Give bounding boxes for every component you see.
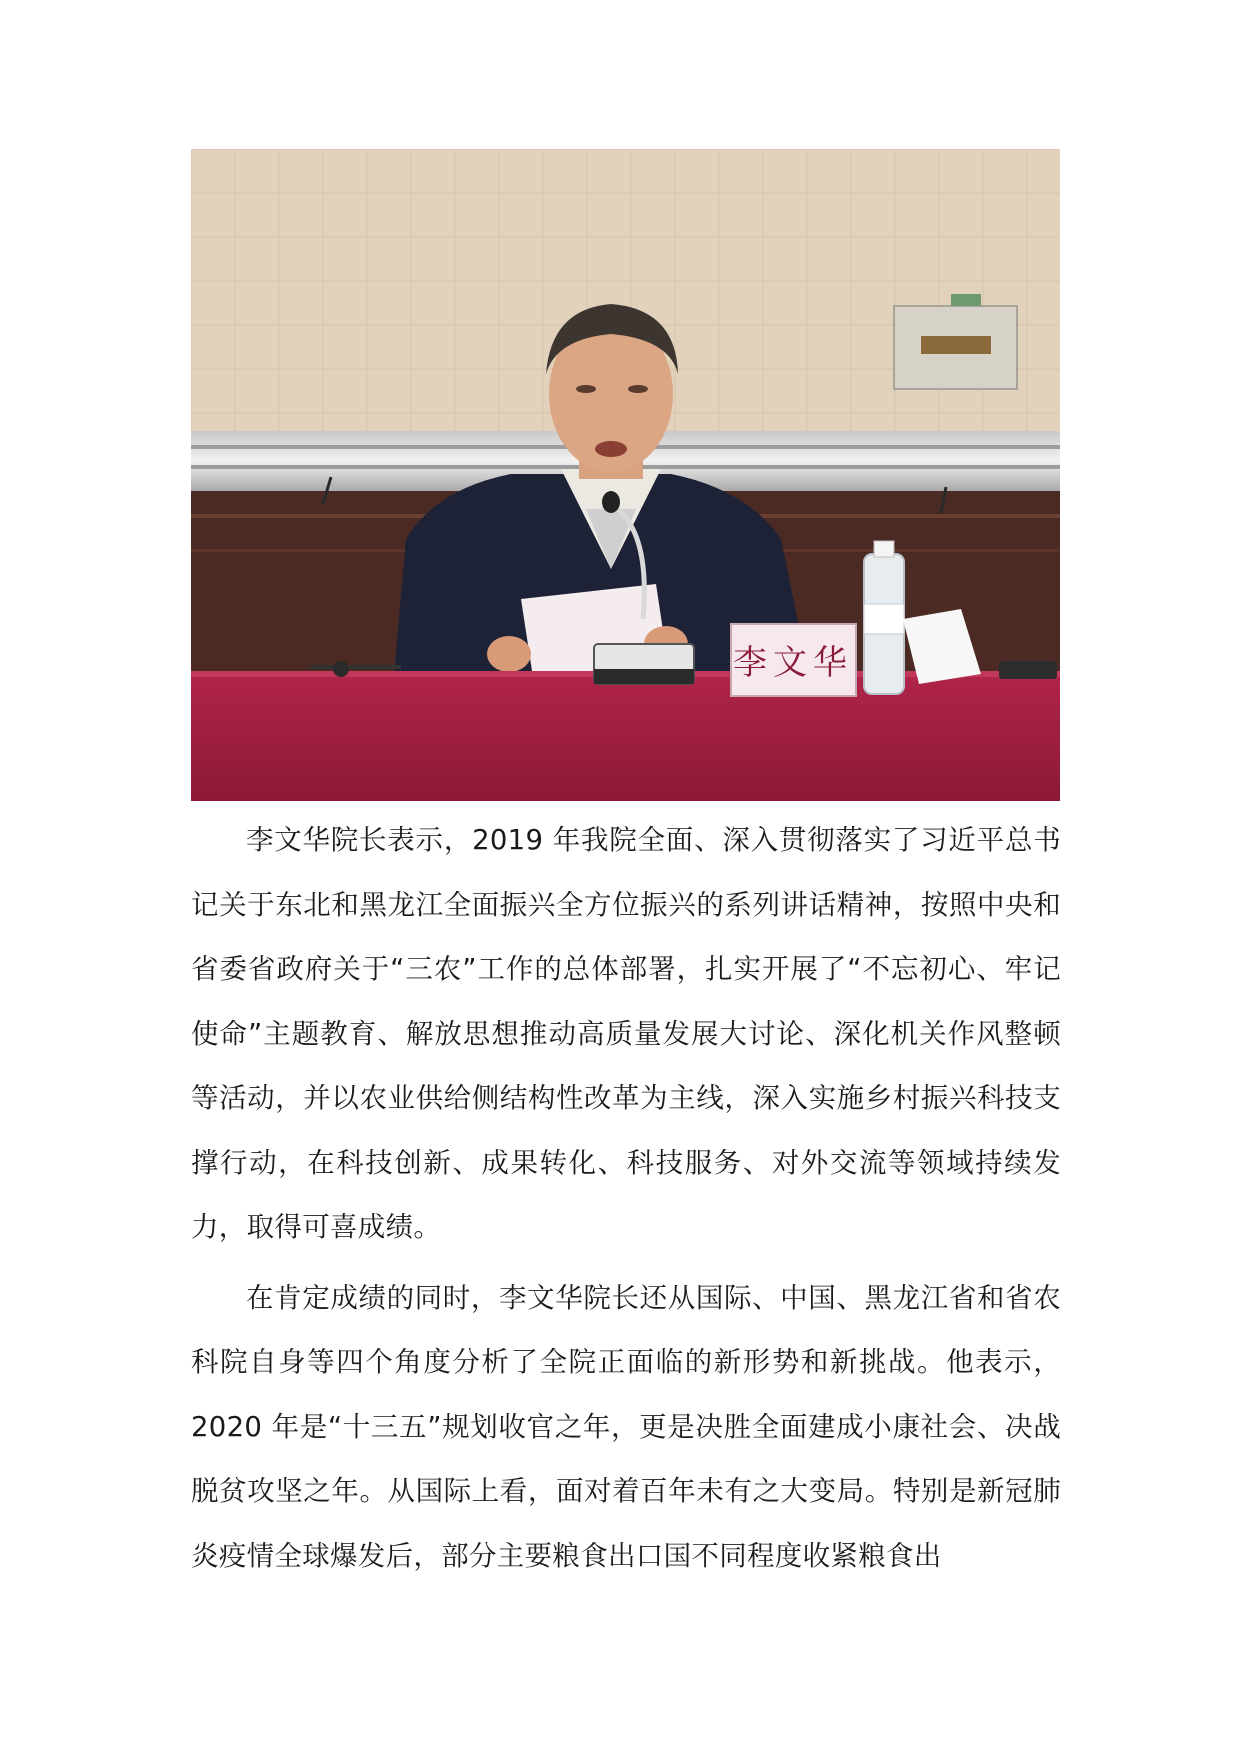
meeting-photo-illustration <box>191 149 1060 801</box>
paragraph: 李文华院长表示，2019 年我院全面、深入贯彻落实了习近平总书记关于东北和黑龙江全面振兴全方位振兴的系列讲话精神，按照中央和省委省政府关于“三农”工作的总体部署，扎实开展了“不忘初心、牢记使命”主题教育、解放思想推动高质量发展大讨论、深化机关作风整顿等活动，并以农业供给侧结构性改革为主线，深入实施乡村振兴科技支撑行动，在科技创新、成果转化、科技服务、对外交流等领域持续发力，取得可喜成绩。 <box>191 824 1061 1243</box>
article-body <box>191 808 1061 1594</box>
paragraph: 在肯定成绩的同时，李文华院长还从国际、中国、黑龙江省和省农科院自身等四个角度分析了全院正面临的新形势和新挑战。他表示，2020 年是“十三五”规划收官之年，更是决胜全面建成小康社会、决战脱贫攻坚之年。从国际上看，面对着百年未有之大变局。特别是新冠肺炎疫情全球爆发后，部分主要粮食出口国不同程度收紧粮食出 <box>191 1281 1061 1572</box>
meeting-photo <box>191 149 1060 801</box>
nameplate-text: 李文华 <box>733 643 853 683</box>
